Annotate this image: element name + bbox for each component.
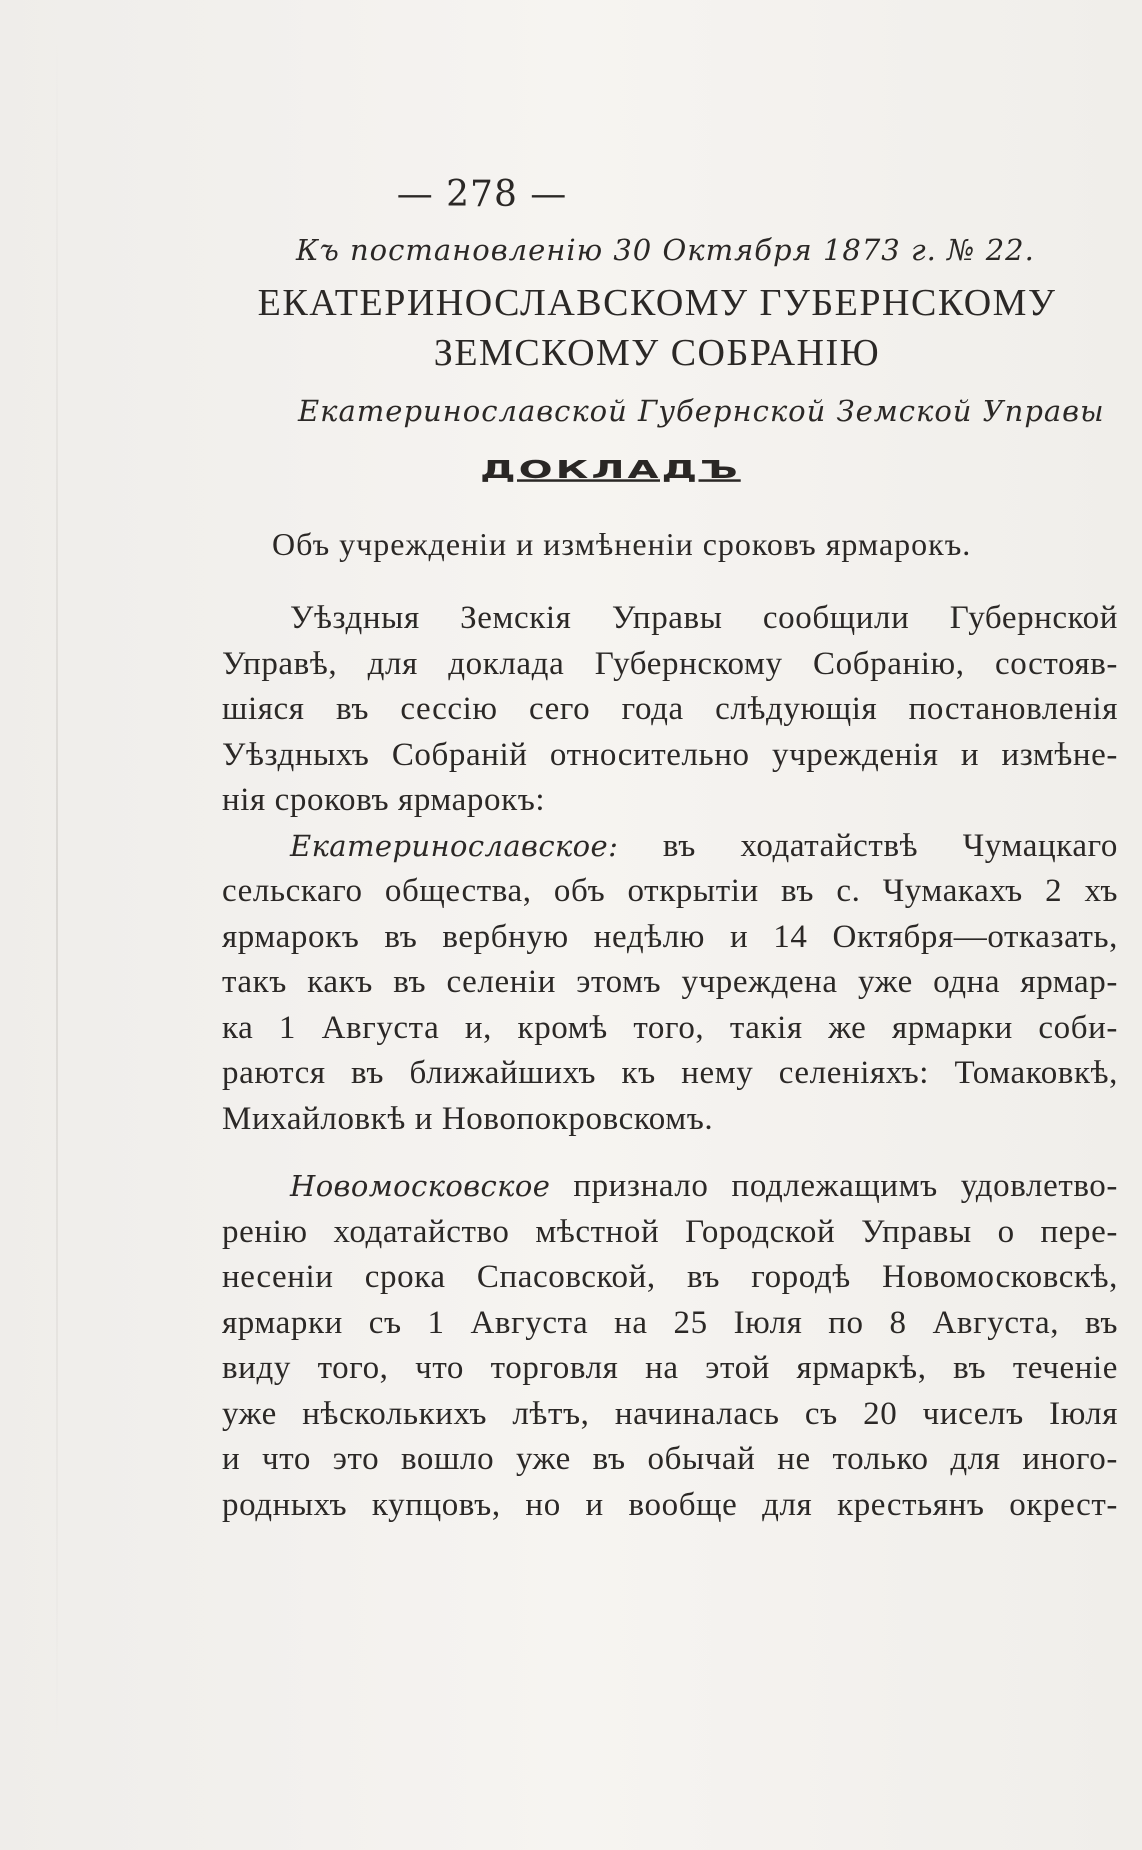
issuing-body: Екатеринославской Губернской Земской Управы — [298, 394, 1105, 428]
page-number: — 278 — — [396, 174, 568, 215]
line-rest: въ ходатайствѣ Чумацкаго — [662, 827, 1119, 864]
text-line: ренію ходатайство мѣстной Городской Управы о пере- — [222, 1213, 1118, 1250]
text-line: сельскаго общества, объ открытіи въ с. Чумакахъ 2 хъ — [222, 873, 1118, 909]
heading-line-2 — [222, 328, 882, 378]
district-name: Новомосковское — [290, 1169, 551, 1203]
text-line: родныхъ купцовъ, но и вообще для крестьянъ окрест- — [222, 1486, 1118, 1523]
text-line: Уѣздныя Земскія Управы сообщили Губернской — [290, 600, 1118, 636]
line-rest: признало подлежащимъ удовлетво- — [573, 1168, 1118, 1204]
paragraph-intro — [222, 596, 1118, 824]
text-line: уже нѣсколькихъ лѣтъ, начиналась съ 20 чиселъ Іюля — [222, 1395, 1118, 1432]
heading-line-1: ЕКАТЕРИНОСЛАВСКОМУ ГУБЕРНСКОМУ — [257, 282, 1057, 324]
text-line: Управѣ, для доклада Губернскому Собранію, состояв- — [222, 645, 1118, 682]
text-line: такъ какъ въ селеніи этомъ учреждена уже одна ярмар- — [222, 964, 1118, 1000]
text-line: раются въ ближайшихъ къ нему селеніяхъ: Томаковкѣ, — [222, 1055, 1118, 1091]
text-line: ярмарокъ въ вербную недѣлю и 14 Октября—отказать, — [222, 918, 1118, 955]
text-line: ка 1 Августа и, кромѣ того, такія же ярмарки соби- — [222, 1009, 1118, 1046]
paragraph-ekaterinoslav — [222, 824, 1118, 1143]
text-line: виду того, что торговля на этой ярмаркѣ, въ теченіе — [222, 1350, 1118, 1386]
text-line: Михайловкѣ и Новопокровскомъ. — [222, 1100, 714, 1137]
report-heading — [222, 442, 1118, 512]
resolution-reference: Къ постановленію 30 Октября 1873 г. № 22. — [296, 233, 1035, 267]
text-line: нія сроковъ ярмарокъ: — [222, 782, 546, 818]
page-crease — [56, 40, 58, 1740]
text-line: несеніи срока Спасовской, въ городѣ Новомосковскѣ, — [222, 1259, 1118, 1295]
paragraph-novomoskovsk — [222, 1164, 1118, 1528]
text-line: ярмарки съ 1 Августа на 25 Іюля по 8 Августа, въ — [222, 1304, 1118, 1341]
text-line — [222, 824, 1118, 870]
heading-line-2-text: ЗЕМСКОМУ СОБРАНІЮ — [433, 332, 881, 374]
text-line: Уѣздныхъ Собраній относительно учрежденія и измѣне- — [222, 736, 1118, 773]
district-name: Екатеринославское: — [290, 828, 619, 863]
text-line: и что это вошло уже въ обычай не только для иного- — [222, 1441, 1118, 1477]
page-content — [222, 170, 1118, 1528]
report-body — [222, 596, 1118, 1528]
text-line — [222, 1164, 1118, 1210]
report-subject: Объ учрежденіи и измѣненіи сроковъ ярмарокъ. — [272, 526, 972, 562]
report-word: ДОКЛАДЪ — [480, 455, 741, 485]
text-line: шіяся въ сессію сего года слѣдующія постановленія — [222, 691, 1118, 727]
